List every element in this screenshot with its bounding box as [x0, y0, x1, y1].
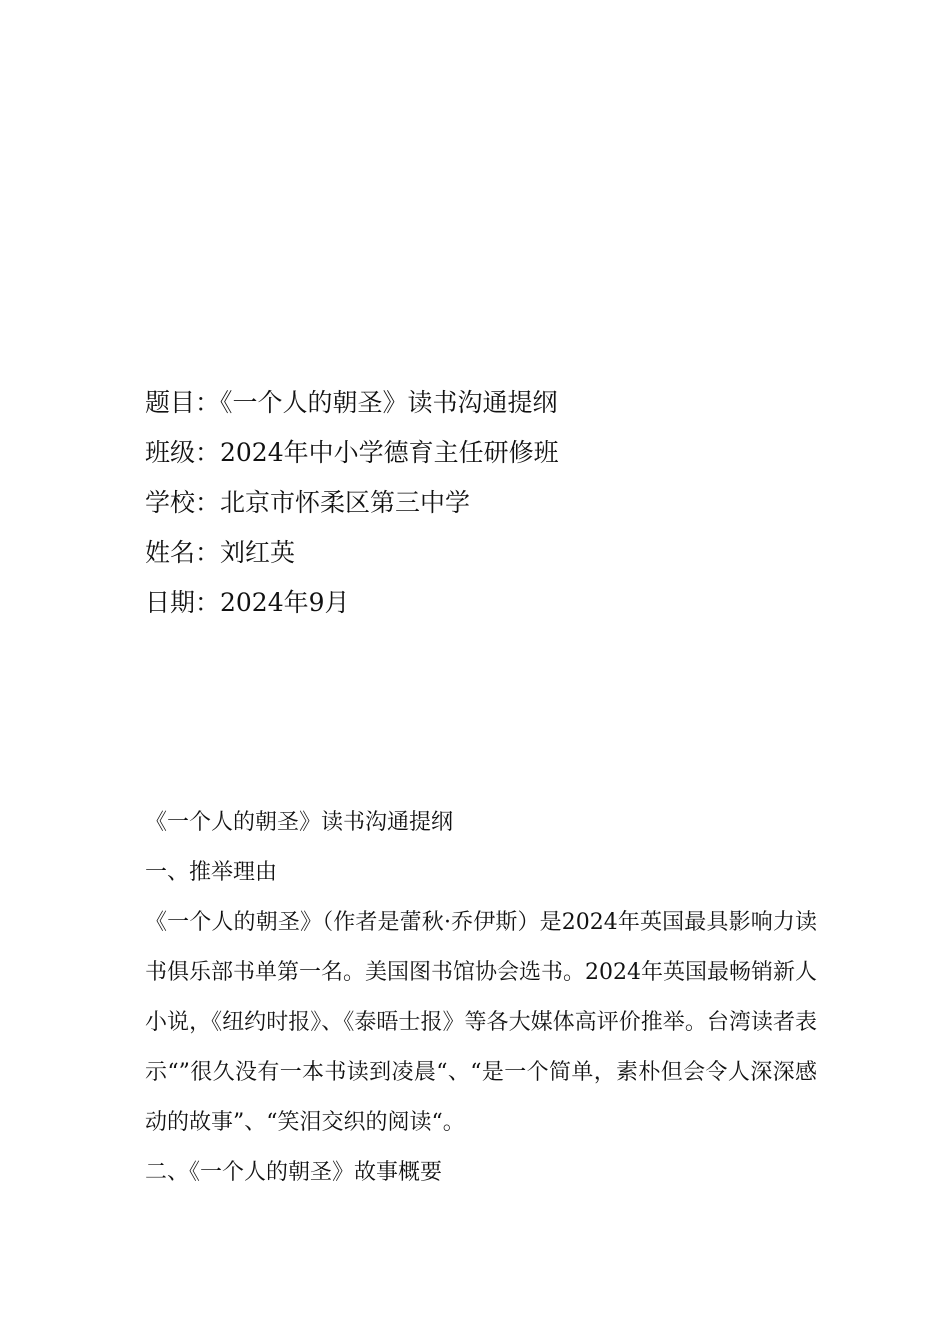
cover-info [145, 378, 845, 628]
cover-date-line: 日期：2024年9月 [145, 588, 350, 617]
document-title: 《一个人的朝圣》读书沟通提纲 [145, 810, 454, 835]
cover-class-line: 班级：2024年中小学德育主任研修班 [145, 438, 559, 467]
cover-name-line: 姓名：刘红英 [145, 538, 296, 567]
cover-school-line: 学校：北京市怀柔区第三中学 [145, 488, 471, 517]
reasons-paragraph: 《一个人的朝圣》（作者是蕾秋·乔伊斯）是2024年英国最具影响力读书俱乐部书单第一名。美国图书馆协会选书。2024年英国最畅销新人小说，《纽约时报》、《泰晤士报》等各大媒体高评价推举。台湾读者表示“”很久没有一本书读到凌晨“、“是一个简单，素朴但会令人深深感动的故事”、“笑泪交织的阅读“。 [145, 910, 817, 1135]
section-heading-summary: 二、《一个人的朝圣》故事概要 [145, 1160, 443, 1185]
section-heading-reasons: 一、推举理由 [145, 860, 278, 885]
document-body [145, 798, 817, 1198]
cover-title-line: 题目：《一个人的朝圣》读书沟通提纲 [145, 388, 558, 417]
